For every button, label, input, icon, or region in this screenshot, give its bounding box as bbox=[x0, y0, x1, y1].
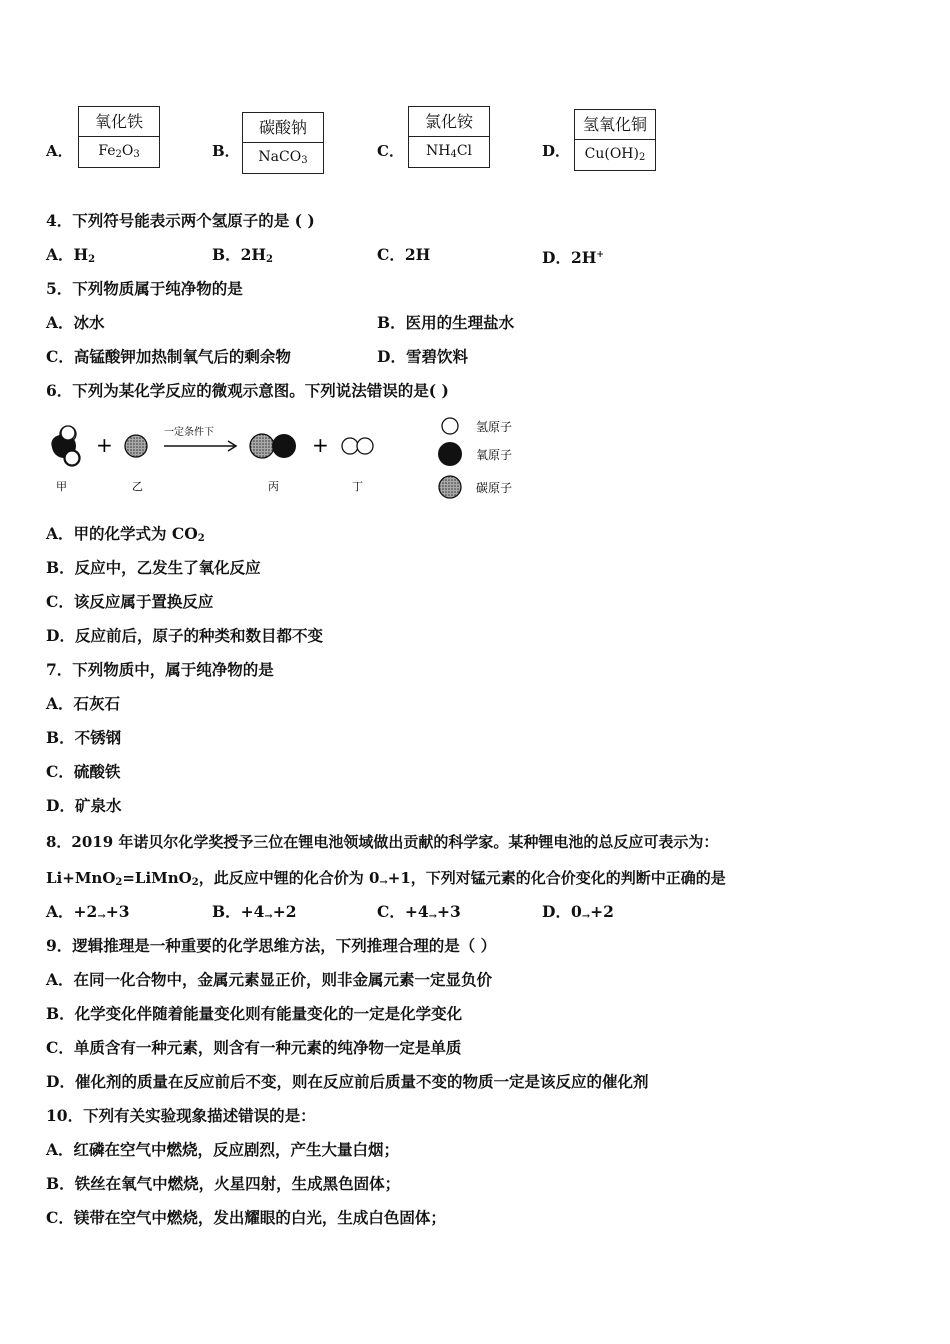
q9-stem: 9．逻辑推理是一种重要的化学思维方法，下列推理合理的是（ ） bbox=[46, 936, 497, 955]
q3-option-a-formula: $Fe_2O_3$ bbox=[98, 143, 140, 160]
q7-option-b: B．不锈钢 bbox=[46, 728, 122, 747]
q5-option-b: B．医用的生理盐水 bbox=[377, 313, 515, 332]
q8-option-b: B．+4→+2 bbox=[212, 902, 297, 922]
q10-option-a: A．红磷在空气中燃烧，反应剧烈，产生大量白烟； bbox=[46, 1140, 400, 1159]
q9-option-d: D．催化剂的质量在反应前后不变，则在反应前后质量不变的物质一定是该反应的催化剂 bbox=[46, 1072, 649, 1091]
legend-hydrogen-label: 氢原子 bbox=[476, 420, 513, 434]
reaction-condition: 一定条件下 bbox=[164, 427, 214, 438]
label-ding: 丁 bbox=[352, 480, 363, 493]
q5-stem: 5．下列物质属于纯净物的是 bbox=[46, 279, 243, 298]
q3-option-d-name: 氢氧化铜 bbox=[575, 110, 655, 140]
q6-option-a: A．甲的化学式为 $CO_2$ bbox=[46, 524, 205, 544]
legend-carbon-label: 碳原子 bbox=[476, 481, 513, 495]
q8-stem: 8．2019 年诺贝尔化学奖授予三位在锂电池领域做出贡献的科学家。某种锂电池的总反应可表示为： bbox=[46, 833, 719, 851]
legend bbox=[438, 418, 512, 498]
q3-option-c-card bbox=[408, 106, 490, 168]
q10-option-c: C．镁带在空气中燃烧，发出耀眼的白光，生成白色固体； bbox=[46, 1208, 446, 1227]
q10-stem: 10．下列有关实验现象描述错误的是： bbox=[46, 1106, 316, 1125]
q4-option-a: A．$H_2$ bbox=[46, 245, 96, 265]
q7-option-d: D．矿泉水 bbox=[46, 796, 122, 815]
plus-sign-1: + bbox=[96, 433, 113, 457]
reactant-yi-molecule bbox=[125, 435, 147, 457]
label-bing: 丙 bbox=[268, 480, 279, 493]
q9-option-a: A．在同一化合物中，金属元素显正价，则非金属元素一定显负价 bbox=[46, 970, 493, 989]
q8-equation: Li+MnO$_2$=LiMnO$_2$，此反应中锂的化合价为 0→+1，下列对锰元素的化合价变化的判断中正确的是 bbox=[46, 869, 726, 888]
q8-option-d: D．0→+2 bbox=[542, 902, 614, 922]
q5-option-a: A．冰水 bbox=[46, 313, 105, 332]
q4-option-c: C．2H bbox=[377, 245, 431, 264]
q9-option-b: B．化学变化伴随着能量变化则有能量变化的一定是化学变化 bbox=[46, 1004, 463, 1023]
q3-option-a-letter: A． bbox=[46, 142, 73, 160]
q3-option-c-letter: C． bbox=[377, 142, 404, 160]
product-ding-molecule bbox=[342, 438, 373, 454]
plus-sign-2: + bbox=[312, 433, 329, 457]
q3-option-c-formula: $NH_4Cl$ bbox=[425, 143, 473, 160]
q7-option-a: A．石灰石 bbox=[46, 694, 121, 713]
q6-option-d: D．反应前后，原子的种类和数目都不变 bbox=[46, 626, 323, 645]
q9-option-c: C．单质含有一种元素，则含有一种元素的纯净物一定是单质 bbox=[46, 1038, 462, 1057]
q6-stem: 6．下列为某化学反应的微观示意图。下列说法错误的是( ) bbox=[46, 381, 449, 400]
q8-option-c: C．+4→+3 bbox=[377, 902, 461, 922]
label-yi: 乙 bbox=[132, 480, 143, 493]
q3-option-b-letter: B． bbox=[212, 142, 240, 160]
label-jia: 甲 bbox=[56, 480, 67, 493]
q3-option-b-card bbox=[242, 112, 324, 174]
reactant-jia-molecule bbox=[52, 426, 80, 466]
q7-stem: 7．下列物质中，属于纯净物的是 bbox=[46, 660, 274, 679]
q5-option-d: D．雪碧饮料 bbox=[377, 347, 468, 366]
q8-option-a: A．+2→+3 bbox=[46, 902, 130, 922]
q4-option-b: B．$2H_2$ bbox=[212, 245, 273, 265]
q3-option-a-name: 氧化铁 bbox=[79, 107, 159, 137]
legend-oxygen-label: 氧原子 bbox=[476, 448, 513, 462]
q3-option-d-card bbox=[574, 109, 656, 171]
q4-stem: 4．下列符号能表示两个氢原子的是 ( ) bbox=[46, 211, 315, 230]
legend-carbon-swatch bbox=[439, 476, 461, 498]
q7-option-c: C．硫酸铁 bbox=[46, 762, 121, 781]
q4-option-d: D．2H+ bbox=[542, 248, 604, 267]
q3-option-d-letter: D． bbox=[542, 142, 571, 160]
q3-option-b-formula: NaCO$_3$ bbox=[258, 149, 308, 166]
legend-hydrogen-swatch bbox=[442, 418, 458, 434]
legend-oxygen-swatch bbox=[438, 442, 462, 466]
q10-option-b: B．铁丝在氧气中燃烧，火星四射，生成黑色固体； bbox=[46, 1174, 401, 1193]
product-bing-molecule bbox=[250, 434, 296, 458]
q3-option-c-name: 氯化铵 bbox=[409, 107, 489, 137]
q3-option-a-card bbox=[78, 106, 160, 168]
q6-option-c: C．该反应属于置换反应 bbox=[46, 592, 214, 611]
q6-reaction-diagram bbox=[40, 410, 540, 505]
q6-option-b: B．反应中，乙发生了氧化反应 bbox=[46, 558, 261, 577]
q5-option-c: C．高锰酸钾加热制氧气后的剩余物 bbox=[46, 347, 291, 366]
q3-option-d-formula: $Cu(OH)_2$ bbox=[584, 146, 646, 163]
q3-option-b-name: 碳酸钠 bbox=[243, 113, 323, 143]
